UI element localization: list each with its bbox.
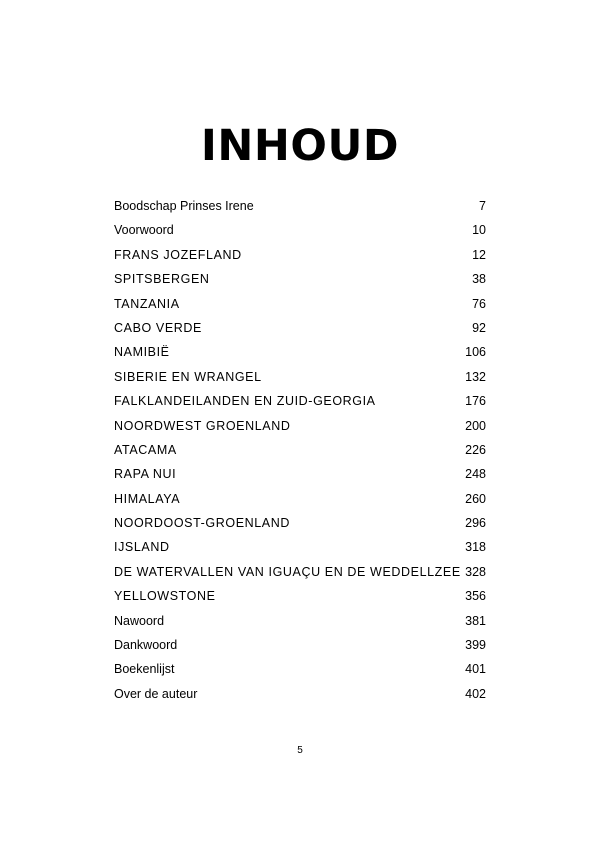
toc-entry[interactable] — [114, 342, 486, 366]
toc-entry[interactable] — [114, 513, 486, 537]
toc-entry-title: CABO VERDE — [114, 320, 202, 335]
toc-entry[interactable] — [114, 489, 486, 513]
toc-entry-title: FRANS JOZEFLAND — [114, 247, 242, 262]
toc-entry-title: Voorwoord — [114, 223, 174, 238]
toc-entry-title: Dankwoord — [114, 638, 178, 653]
toc-entry-title: NOORDOOST-GROENLAND — [114, 516, 290, 531]
toc-entry-title: Over de auteur — [114, 686, 198, 701]
toc-entry-page-number: 318 — [465, 540, 486, 555]
toc-entry[interactable] — [114, 659, 486, 683]
toc-entry-title: HIMALAYA — [114, 491, 181, 506]
toc-entry[interactable] — [114, 196, 486, 220]
toc-entry-page-number: 401 — [465, 662, 486, 677]
toc-entry-title: NOORDWEST GROENLAND — [114, 418, 291, 433]
toc-entry-page-number: 381 — [465, 613, 486, 628]
toc-entry-page-number: 76 — [472, 296, 486, 311]
toc-entry[interactable] — [114, 220, 486, 244]
toc-entry[interactable] — [114, 586, 486, 610]
table-of-contents — [114, 196, 486, 708]
toc-entry-title: DE WATERVALLEN VAN IGUAÇU EN DE WEDDELLZEE — [114, 564, 461, 579]
page-title: INHOUD — [200, 121, 400, 171]
toc-entry-title: Nawoord — [114, 613, 165, 628]
toc-entry[interactable] — [114, 464, 486, 488]
toc-entry[interactable] — [114, 367, 486, 391]
toc-entry[interactable] — [114, 294, 486, 318]
toc-entry-title: SPITSBERGEN — [114, 272, 210, 287]
toc-entry-page-number: 402 — [465, 686, 486, 701]
toc-entry[interactable] — [114, 318, 486, 342]
toc-entry[interactable] — [114, 269, 486, 293]
toc-entry-title: NAMIBIË — [114, 345, 170, 360]
toc-entry[interactable] — [114, 391, 486, 415]
toc-entry-page-number: 296 — [465, 516, 486, 531]
toc-entry-title: FALKLANDEILANDEN EN ZUID-GEORGIA — [114, 394, 376, 409]
toc-entry-page-number: 38 — [472, 272, 486, 287]
toc-entry-page-number: 7 — [479, 199, 486, 213]
toc-entry-page-number: 12 — [472, 247, 486, 262]
toc-entry[interactable] — [114, 537, 486, 561]
toc-entry-page-number: 260 — [465, 491, 486, 506]
toc-entry-title: Boodschap Prinses Irene — [114, 199, 254, 213]
toc-entry[interactable] — [114, 611, 486, 635]
toc-entry-page-number: 356 — [465, 589, 486, 604]
toc-entry-page-number: 106 — [465, 345, 486, 360]
toc-entry-page-number: 248 — [465, 467, 486, 482]
toc-entry[interactable] — [114, 416, 486, 440]
toc-entry-page-number: 226 — [465, 442, 486, 457]
toc-entry-title: IJSLAND — [114, 540, 170, 555]
toc-entry[interactable] — [114, 562, 486, 586]
toc-entry-title: ATACAMA — [114, 442, 177, 457]
toc-entry-page-number: 92 — [472, 320, 486, 335]
toc-entry-title: SIBERIE EN WRANGEL — [114, 369, 262, 384]
toc-entry[interactable] — [114, 245, 486, 269]
toc-entry-title: RAPA NUI — [114, 467, 177, 482]
toc-entry-page-number: 10 — [472, 223, 486, 238]
toc-entry-title: Boekenlijst — [114, 662, 175, 677]
toc-entry[interactable] — [114, 684, 486, 708]
toc-entry-page-number: 132 — [465, 369, 486, 384]
toc-entry-page-number: 328 — [465, 564, 486, 579]
toc-entry[interactable] — [114, 440, 486, 464]
toc-entry-page-number: 176 — [465, 394, 486, 409]
toc-entry-page-number: 399 — [465, 638, 486, 653]
toc-entry-title: TANZANIA — [114, 296, 180, 311]
toc-entry-title: YELLOWSTONE — [114, 589, 216, 604]
toc-entry-page-number: 200 — [465, 418, 486, 433]
toc-entry[interactable] — [114, 635, 486, 659]
page-number: 5 — [297, 745, 303, 756]
